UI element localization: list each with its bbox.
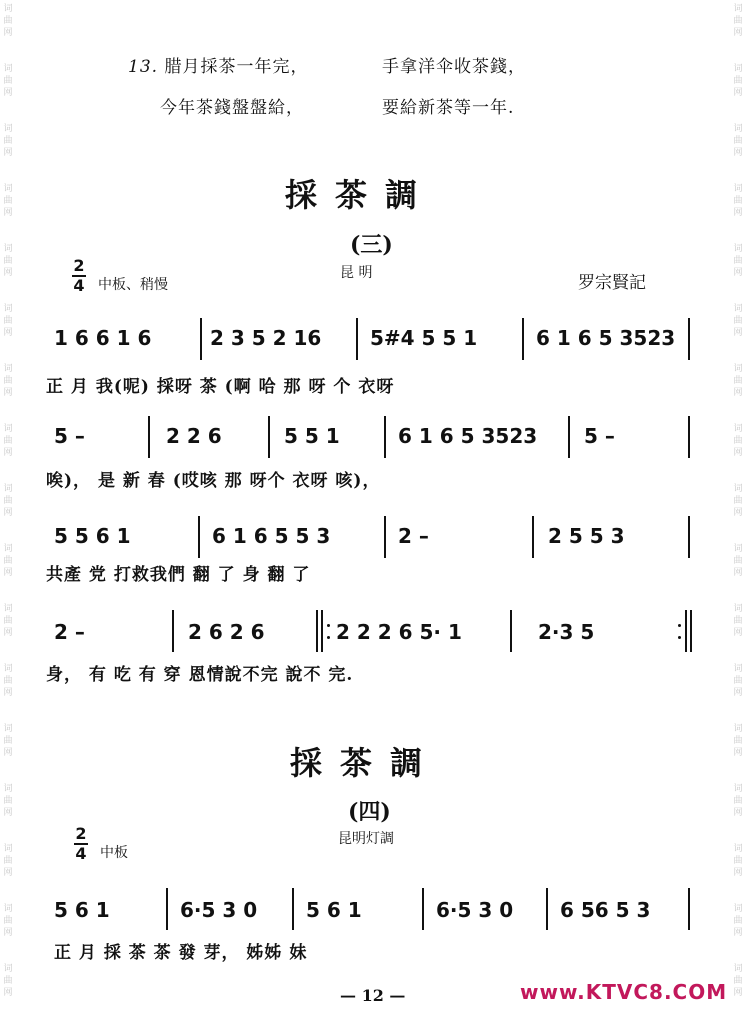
watermark-char: 网 — [733, 808, 743, 818]
song4-subtitle: (四) — [348, 799, 391, 825]
watermark-char: 词 — [3, 424, 13, 434]
watermark-char: 曲 — [3, 736, 13, 746]
watermark-char: 曲 — [3, 16, 13, 26]
watermark-char: 曲 — [733, 616, 743, 626]
watermark-char: 曲 — [733, 736, 743, 746]
watermark-char: 网 — [3, 928, 13, 938]
watermark-char: 曲 — [3, 376, 13, 386]
s3r3-m3: 2 – — [398, 524, 429, 548]
watermark-char: 词 — [3, 304, 13, 314]
watermark-char: 网 — [3, 208, 13, 218]
song3-time-signature: 2 4 — [73, 256, 85, 295]
barline — [268, 416, 270, 458]
watermark-char: 网 — [733, 868, 743, 878]
song3-title: 採茶調 — [285, 176, 436, 214]
page-number: — 12 — — [340, 986, 406, 1005]
watermark-char: 词 — [733, 484, 743, 494]
watermark-char: 词 — [3, 844, 13, 854]
barline — [200, 318, 202, 360]
watermark-char: 词 — [733, 184, 743, 194]
barline — [422, 888, 424, 930]
s4r1-m1: 5 6 1 — [54, 898, 110, 922]
s3r4-m3: 2 2 2 6 5· 1 — [336, 620, 462, 644]
s3r2-lyrics: 唉)， 是 新 春 (哎咳 那 呀个 衣呀 咳)， — [46, 471, 381, 491]
watermark-char: 词 — [733, 424, 743, 434]
s3r1-m2: 2 3 5 2 16 — [210, 326, 322, 350]
barline — [384, 416, 386, 458]
s3r1-m1: 1 6 6 1 6 — [54, 326, 152, 350]
song3-tempo: 中板、稍慢 — [98, 277, 168, 293]
watermark-char: 网 — [3, 148, 13, 158]
watermark-char: 网 — [3, 568, 13, 578]
watermark-char: 曲 — [733, 976, 743, 986]
watermark-char: 曲 — [733, 856, 743, 866]
repeat-dot — [327, 624, 330, 627]
watermark-char: 曲 — [3, 136, 13, 146]
barline — [356, 318, 358, 360]
watermark-char: 网 — [733, 28, 743, 38]
watermark-char: 词 — [733, 364, 743, 374]
song3-recorder: 罗宗賢記 — [578, 273, 646, 293]
watermark-char: 词 — [3, 484, 13, 494]
watermark-char: 网 — [3, 268, 13, 278]
watermark-char: 曲 — [733, 556, 743, 566]
s3r2-m1: 5 – — [54, 424, 85, 448]
verse-number: 13. — [128, 57, 159, 77]
barline — [688, 888, 690, 930]
watermark-char: 曲 — [733, 196, 743, 206]
barline — [568, 416, 570, 458]
watermark-char: 曲 — [3, 76, 13, 86]
watermark-char: 曲 — [733, 436, 743, 446]
watermark-char: 网 — [733, 148, 743, 158]
watermark-char: 词 — [733, 304, 743, 314]
s4r1-m5: 6 56 5 3 — [560, 898, 651, 922]
watermark-char: 网 — [3, 988, 13, 998]
watermark-char: 曲 — [733, 916, 743, 926]
watermark-char: 词 — [733, 904, 743, 914]
watermark-char: 网 — [3, 448, 13, 458]
watermark-char: 曲 — [3, 256, 13, 266]
watermark-char: 曲 — [3, 796, 13, 806]
watermark-left — [2, 0, 20, 1029]
song3-origin: 昆 明 — [340, 265, 373, 281]
s3r1-lyrics: 正 月 我(呢) 採呀 茶 (啊 哈 那 呀 个 衣呀 — [46, 377, 395, 397]
watermark-char: 词 — [3, 664, 13, 674]
watermark-char: 网 — [3, 868, 13, 878]
s4r1-m4: 6·5 3 0 — [436, 898, 514, 922]
watermark-char: 网 — [733, 268, 743, 278]
verse-line1a: 腊月採茶一年完， — [164, 57, 309, 77]
s3r1-m4: 6 1 6 5 3523 — [536, 326, 676, 350]
s4r1-m3: 5 6 1 — [306, 898, 362, 922]
watermark-char: 词 — [3, 904, 13, 914]
barline — [688, 416, 690, 458]
watermark-char: 曲 — [733, 676, 743, 686]
watermark-char: 网 — [733, 988, 743, 998]
watermark-char: 曲 — [3, 676, 13, 686]
watermark-char: 曲 — [733, 136, 743, 146]
s3r2-m2: 2 2 6 — [166, 424, 222, 448]
watermark-char: 网 — [3, 328, 13, 338]
watermark-char: 词 — [3, 364, 13, 374]
watermark-char: 词 — [3, 544, 13, 554]
watermark-char: 曲 — [733, 796, 743, 806]
watermark-char: 网 — [733, 928, 743, 938]
s3r2-m4: 6 1 6 5 3523 — [398, 424, 538, 448]
watermark-char: 词 — [733, 664, 743, 674]
watermark-char: 词 — [733, 724, 743, 734]
watermark-char: 网 — [733, 328, 743, 338]
watermark-char: 词 — [733, 4, 743, 14]
watermark-char: 词 — [3, 724, 13, 734]
watermark-char: 词 — [3, 184, 13, 194]
song4-tempo: 中板 — [100, 845, 128, 861]
barline — [166, 888, 168, 930]
song4-time-signature: 2 4 — [75, 824, 87, 863]
s3r4-m1: 2 – — [54, 620, 85, 644]
s3r3-lyrics: 共產 党 打救我們 翻 了 身 翻 了 — [46, 565, 311, 585]
barline — [532, 516, 534, 558]
watermark-char: 曲 — [733, 376, 743, 386]
verse-line2b: 要給新茶等一年. — [382, 98, 515, 118]
verse-line2a: 今年茶錢盤盤給， — [160, 98, 304, 118]
s3r4-m4: 2·3 5 — [538, 620, 595, 644]
repeat-dot — [678, 624, 681, 627]
repeat-barline — [316, 610, 318, 652]
watermark-char: 曲 — [3, 436, 13, 446]
site-watermark: www.KTVC8.COM — [520, 980, 728, 1004]
watermark-char: 曲 — [733, 76, 743, 86]
barline — [510, 610, 512, 652]
watermark-char: 曲 — [733, 256, 743, 266]
s3r4-lyrics: 身， 有 吃 有 穿 恩情說不完 說不 完. — [46, 665, 354, 685]
repeat-dot — [678, 636, 681, 639]
barline — [172, 610, 174, 652]
watermark-char: 网 — [733, 688, 743, 698]
watermark-char: 词 — [733, 784, 743, 794]
barline — [198, 516, 200, 558]
song4-origin: 昆明灯調 — [338, 831, 394, 847]
watermark-char: 曲 — [3, 616, 13, 626]
watermark-char: 网 — [733, 388, 743, 398]
watermark-char: 曲 — [3, 856, 13, 866]
verse-line1b: 手拿洋伞收茶錢， — [382, 57, 526, 77]
barline — [292, 888, 294, 930]
repeat-dot — [327, 636, 330, 639]
song3-subtitle: (三) — [350, 232, 393, 258]
watermark-char: 网 — [733, 88, 743, 98]
watermark-char: 词 — [3, 784, 13, 794]
watermark-char: 曲 — [3, 556, 13, 566]
watermark-char: 词 — [733, 64, 743, 74]
s3r1-m3: 5#4 5 5 1 — [370, 326, 478, 350]
watermark-char: 网 — [3, 628, 13, 638]
barline — [384, 516, 386, 558]
watermark-char: 网 — [3, 688, 13, 698]
s3r4-m2: 2 6 2 6 — [188, 620, 265, 644]
watermark-char: 词 — [3, 124, 13, 134]
watermark-char: 曲 — [733, 496, 743, 506]
s3r3-m2: 6 1 6 5 5 3 — [212, 524, 331, 548]
watermark-char: 网 — [733, 748, 743, 758]
watermark-char: 词 — [3, 64, 13, 74]
watermark-char: 网 — [733, 628, 743, 638]
watermark-char: 网 — [3, 88, 13, 98]
watermark-char: 网 — [733, 448, 743, 458]
barline — [546, 888, 548, 930]
barline — [148, 416, 150, 458]
repeat-barline — [690, 610, 692, 652]
repeat-barline — [321, 610, 323, 652]
watermark-char: 词 — [3, 244, 13, 254]
watermark-char: 词 — [733, 964, 743, 974]
watermark-char: 曲 — [3, 976, 13, 986]
watermark-char: 词 — [733, 244, 743, 254]
watermark-char: 曲 — [733, 16, 743, 26]
watermark-char: 网 — [733, 508, 743, 518]
watermark-char: 词 — [733, 544, 743, 554]
watermark-char: 网 — [3, 28, 13, 38]
watermark-char: 网 — [733, 568, 743, 578]
watermark-char: 网 — [3, 508, 13, 518]
verse-block — [128, 52, 308, 77]
watermark-char: 曲 — [3, 316, 13, 326]
watermark-char: 曲 — [733, 316, 743, 326]
barline — [522, 318, 524, 360]
repeat-barline — [685, 610, 687, 652]
watermark-char: 网 — [3, 808, 13, 818]
watermark-char: 曲 — [3, 496, 13, 506]
watermark-char: 词 — [733, 604, 743, 614]
watermark-char: 词 — [733, 124, 743, 134]
s4r1-lyrics: 正 月 採 茶 茶 發 芽， 姊姊 妹 — [54, 943, 308, 963]
s3r3-m1: 5 5 6 1 — [54, 524, 131, 548]
song4-title: 採茶調 — [290, 744, 441, 782]
watermark-char: 词 — [3, 604, 13, 614]
s3r2-m5: 5 – — [584, 424, 615, 448]
s3r2-m3: 5 5 1 — [284, 424, 340, 448]
watermark-right — [732, 0, 750, 1029]
barline — [688, 516, 690, 558]
watermark-char: 词 — [733, 844, 743, 854]
watermark-char: 网 — [3, 388, 13, 398]
watermark-char: 曲 — [3, 196, 13, 206]
watermark-char: 曲 — [3, 916, 13, 926]
s4r1-m2: 6·5 3 0 — [180, 898, 258, 922]
watermark-char: 词 — [3, 4, 13, 14]
watermark-char: 网 — [3, 748, 13, 758]
barline — [688, 318, 690, 360]
watermark-char: 网 — [733, 208, 743, 218]
s3r3-m4: 2 5 5 3 — [548, 524, 625, 548]
watermark-char: 词 — [3, 964, 13, 974]
